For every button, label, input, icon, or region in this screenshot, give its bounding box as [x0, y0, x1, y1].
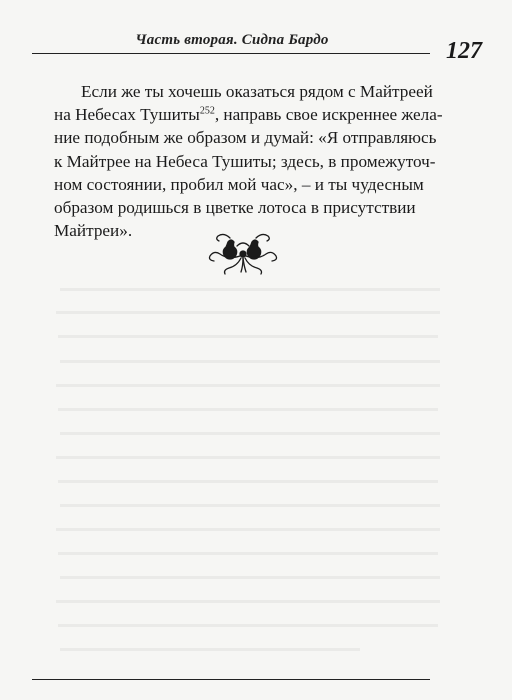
paragraph-line-2-end: , направь свое искреннее жела-: [214, 105, 443, 125]
paragraph-line-2: [54, 103, 454, 126]
paragraph-line-7: Майтреи».: [54, 221, 133, 241]
paragraph-line-5: ном состоянии, пробил мой час», – и ты чудесным: [54, 174, 424, 194]
vase-ribbon-ornament-icon: [204, 232, 284, 276]
paragraph: [54, 80, 454, 242]
paragraph-line-4: к Майтрее на Небеса Тушиты; здесь, в промежуточ-: [54, 151, 436, 171]
paragraph-line-3: ние подобным же образом и думай: «Я отправляюсь: [54, 128, 437, 148]
page-number: 127: [446, 38, 482, 64]
running-head: Часть вторая. Сидпа Бардо: [135, 32, 329, 48]
footer-rule: [32, 679, 430, 680]
paragraph-line-1: Если же ты хочешь оказаться рядом с Майтреей: [81, 82, 433, 101]
header-rule: [32, 53, 430, 54]
paragraph-line-6: образом родишься в цветке лотоса в присутствии: [54, 198, 416, 218]
paragraph-line-2-start: на Небесах Тушиты: [54, 105, 200, 125]
footnote-marker: 252: [199, 105, 215, 117]
